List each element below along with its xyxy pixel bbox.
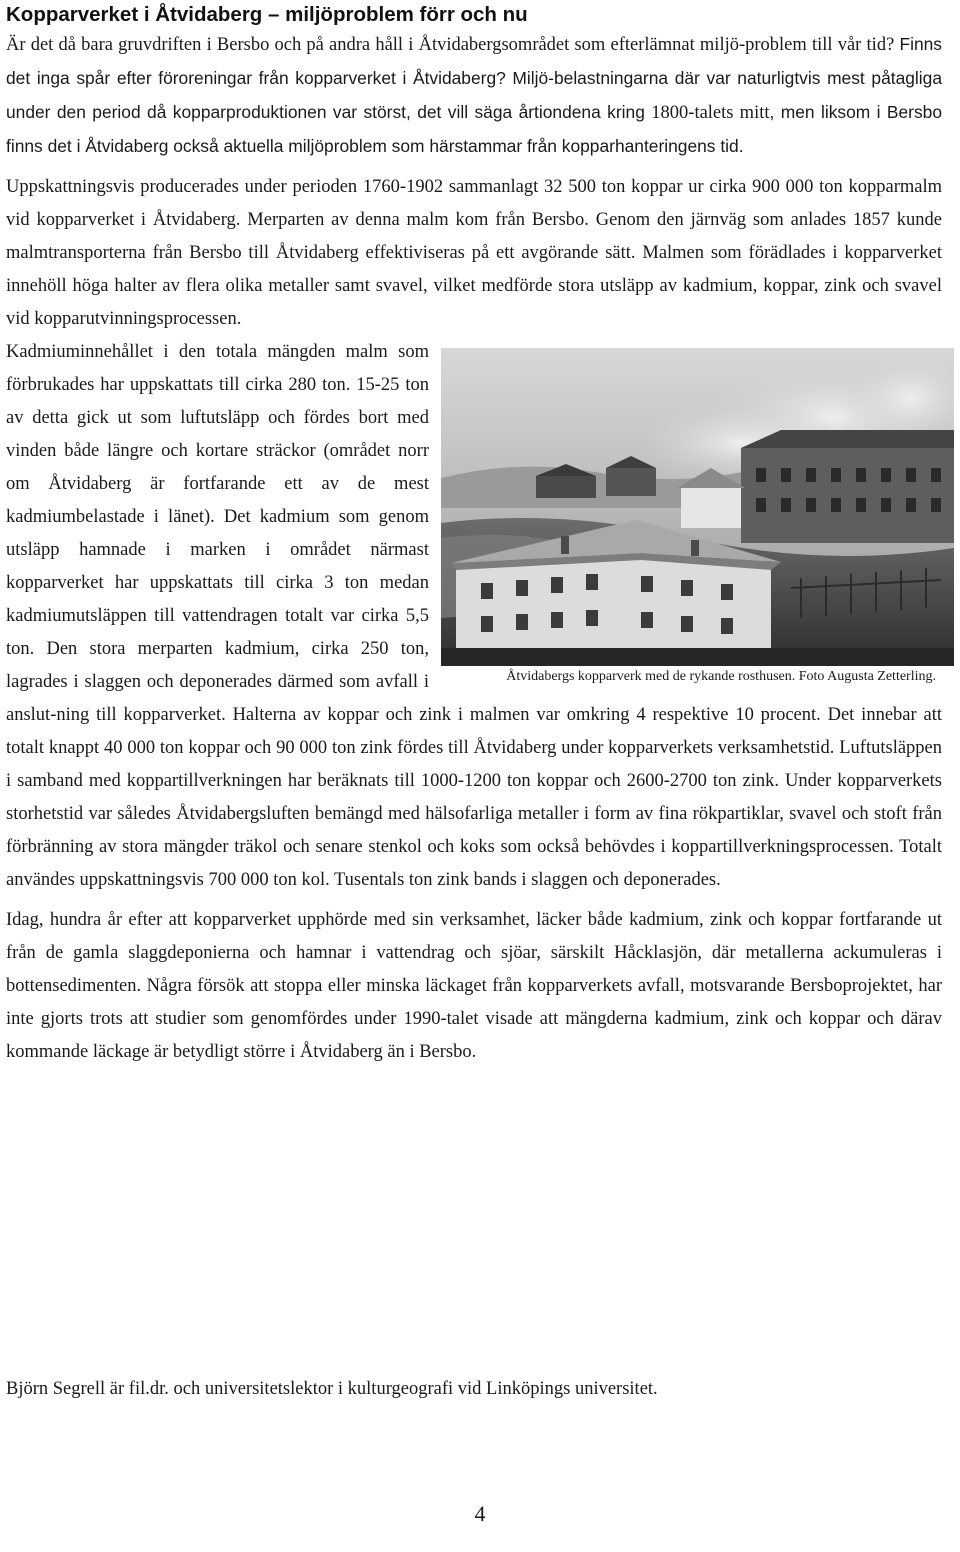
kopparverk-photo xyxy=(441,348,954,666)
author-note: Björn Segrell är fil.dr. och universitetslektor i kulturgeografi vid Linköpings universitet. xyxy=(6,1379,658,1399)
paragraph-intro-sans: Finns det inga spår efter föroreningar från kopparverket i Åtvidaberg? Miljö-belastningarna där var naturligtvis mest påtagliga under den period då kopparproduktionen var störst, det vill säga årtiondena kring xyxy=(6,34,942,122)
page-number: 4 xyxy=(474,1501,486,1526)
article-title: Kopparverket i Åtvidaberg – miljöproblem förr och nu xyxy=(6,3,528,26)
paragraph-production: Uppskattningsvis producerades under perioden 1760-1902 sammanlagt 32 500 ton koppar ur cirka 900 000 ton kopparmalm vid kopparverket i Åtvidaberg. Merparten av denna malm kom från Bersbo. Genom den järnväg som anlades 1857 kunde malmtransporterna från Bersbo till Åtvidaberg effektiviseras på ett avgörande sätt. Malmen som förädlades i kopparverket innehöll höga halter av flera olika metaller samt svavel, vilket medförde stora utsläpp av kadmium, koppar, zink och svavel vid kopparutvinningsprocessen. xyxy=(6,177,942,329)
photo-caption: Åtvidabergs kopparverk med de rykande rosthusen. Foto Augusta Zetterling. xyxy=(506,669,936,684)
figure xyxy=(441,348,954,686)
paragraph-intro-serif: Är det då bara gruvdriften i Bersbo och på andra håll i Åtvidabergsområdet som efterlämnat miljö-problem till vår tid? xyxy=(6,35,900,55)
paragraph-today: Idag, hundra år efter att kopparverket upphörde med sin verksamhet, läcker både kadmium, zink och koppar fortfarande ut från de gamla slaggdeponierna och hamnar i vattendrag och sjöar, särskilt Håcklasjön, där metallerna ackumuleras i bottensedimenten. Några försök att stoppa eller minska läckaget från kopparverkets avfall, motsvarande Bersboprojektet, har inte gjorts trots att studier som genomfördes under 1990-talet visade att mängderna kadmium, zink och koppar och därav kommande läckage är betydligt större i Åtvidaberg än i Bersbo. xyxy=(6,910,942,1062)
paragraph-cadmium: Kadmiuminnehållet i den totala mängden malm som förbrukades har uppskattats till cirka 280 ton. 15-25 ton av detta gick ut som luftutsläpp och fördes bort med vinden både längre och kortare sträckor (området norr om Åtvidaberg är fortfarande ett av de mest kadmiumbelastade i länet). Det kadmium som genom utsläpp hamnade i marken i området närmast kopparverket har uppskattats till cirka 3 ton medan kadmiumutsläppen till vattendragen totalt var cirka 5,5 ton. Den stora merparten kadmium, cirka 250 ton, lagrades i slaggen och deponerades därmed som avfall i anslut-ning till kopparverket. Halterna av koppar och zink i malmen var omkring 4 respektive 10 procent. Det innebar att totalt knappt 40 000 ton koppar och 90 000 ton zink fördes till Åtvidaberg under kopparverkets verksamhetstid. Luftutsläppen i samband med koppartillverkningen har beräknats till 1000-1200 ton koppar och 2600-2700 ton zink. Under kopparverkets storhetstid var således Åtvidabergsluften bemängd med hälsofarliga metaller i form av fina rökpartiklar, svavel och stoft från förbränning av stora mängder träkol och senare stenkol och koks som också behövdes i koppartillverkningsprocessen. Totalt användes uppskattningsvis 700 000 ton kol. Tusentals ton zink bands i slaggen och deponerades. xyxy=(6,342,942,890)
paragraph-intro xyxy=(6,28,942,164)
page xyxy=(6,0,942,1069)
paragraph-intro-sans-2: , men liksom i Bersbo finns det i Åtvidaberg också aktuella miljöproblem som härstammar från kopparhanteringens tid. xyxy=(6,102,943,156)
paragraph-intro-serif-2: 1800-talets mitt xyxy=(651,103,770,123)
